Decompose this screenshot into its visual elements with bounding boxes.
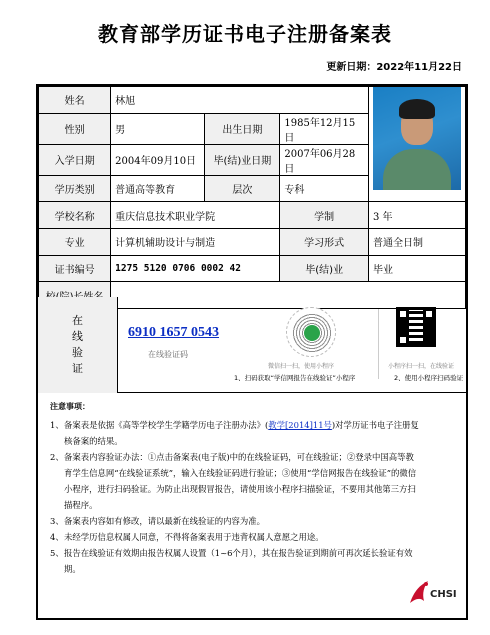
verify-label-char: 证	[72, 362, 83, 375]
form-label: 学习形式	[280, 229, 369, 256]
note-item	[50, 545, 420, 577]
gender-value: 男	[111, 113, 205, 144]
student-photo	[373, 87, 461, 190]
birth-label: 出生日期	[205, 113, 280, 144]
enroll-value: 2004年09月10日	[111, 144, 205, 175]
chsi-logo-text: CHSI	[430, 589, 457, 600]
wechat-miniprogram-qr-icon	[286, 307, 336, 357]
note-item	[50, 449, 420, 513]
photo-cell	[368, 87, 465, 202]
record-frame	[36, 84, 468, 620]
enroll-label: 入学日期	[39, 144, 111, 175]
school-value: 重庆信息技术职业学院	[111, 202, 280, 229]
cert-value: 1275 5120 0706 0002 42	[111, 255, 280, 282]
name-value: 林旭	[111, 87, 369, 114]
note-text: 未经学历信息权属人同意，不得将备案表用于违背权属人意愿之用途。	[64, 532, 324, 542]
level-value: 专科	[280, 175, 369, 202]
system-value: 3 年	[368, 202, 465, 229]
step2-text: 2、使用小程序扫码验证	[394, 374, 464, 382]
note-item	[50, 529, 420, 545]
note-text: 备案表内容验证办法：①点击备案表(电子版)中的在线验证码，可在线验证；②登录中国高等教育学生信息网“在线验证系统”，输入在线验证码进行验证；③使用“学信网报告在线验证”的微信小程序，进行扫码验证。为防止出现假冒报告，请使用该小程序扫描验证，不要用其他第三方扫描程序。	[64, 452, 417, 510]
note-number: 2、	[50, 452, 64, 462]
qr-code-icon	[396, 307, 436, 347]
note-number: 4、	[50, 532, 64, 542]
form-value: 普通全日制	[368, 229, 465, 256]
type-value: 普通高等教育	[111, 175, 205, 202]
step1-text: 1、扫码获取“学信网报告在线验证”小程序	[234, 374, 356, 382]
info-table	[38, 86, 466, 309]
note-text: 报告在线验证有效期由报告权属人设置（1~6个月），其在报告验证到期前可再次延长验证有效期。	[64, 548, 413, 574]
verify-label-char: 在	[72, 314, 83, 327]
chsi-logo	[406, 571, 458, 611]
update-date: 更新日期：2022年11月22日	[326, 62, 462, 73]
verify-label-char: 验	[72, 346, 83, 359]
note-number: 1、	[50, 420, 64, 430]
birth-value: 1985年12月15日	[280, 113, 369, 144]
gender-label: 性别	[39, 113, 111, 144]
note-text: 备案表内容如有修改，请以最新在线验证的内容为准。	[64, 516, 265, 526]
page-title: 教育部学历证书电子注册备案表	[98, 22, 392, 46]
notes-section	[38, 397, 466, 617]
verify-code-caption: 在线验证码	[148, 350, 188, 359]
status-value: 毕业	[368, 255, 465, 282]
cert-label: 证书编号	[39, 255, 111, 282]
verify-label	[38, 297, 118, 393]
note-number: 5、	[50, 548, 64, 558]
verify-label-char: 线	[72, 330, 83, 343]
status-label: 毕(结)业	[280, 255, 369, 282]
grad-label: 毕(结)业日期	[205, 144, 280, 175]
qr1-caption: 微信扫一扫，使用小程序	[268, 363, 335, 370]
online-verify-section	[38, 297, 466, 393]
note-number: 3、	[50, 516, 64, 526]
level-label: 层次	[205, 175, 280, 202]
note-text: )对学历证书电子注册复核备案的结果。	[64, 420, 419, 446]
verify-code-link[interactable]: 6910 1657 0543	[128, 325, 219, 340]
major-label: 专业	[39, 229, 111, 256]
school-label: 学校名称	[39, 202, 111, 229]
major-value: 计算机辅助设计与制造	[111, 229, 280, 256]
divider	[378, 309, 379, 379]
grad-value: 2007年06月28日	[280, 144, 369, 175]
note-item	[50, 417, 420, 449]
system-label: 学制	[280, 202, 369, 229]
notes-list	[50, 417, 420, 577]
name-label: 姓名	[39, 87, 111, 114]
note-item	[50, 513, 420, 529]
notes-heading: 注意事项：	[50, 402, 90, 411]
regulation-link[interactable]: 教学[2014]11号	[268, 420, 332, 430]
chsi-bird-icon	[406, 577, 432, 607]
type-label: 学历类别	[39, 175, 111, 202]
qr2-caption: 小程序扫一扫，在线验证	[388, 363, 455, 370]
note-text: 备案表是依据《高等学校学生学籍学历电子注册办法》(	[64, 420, 269, 430]
